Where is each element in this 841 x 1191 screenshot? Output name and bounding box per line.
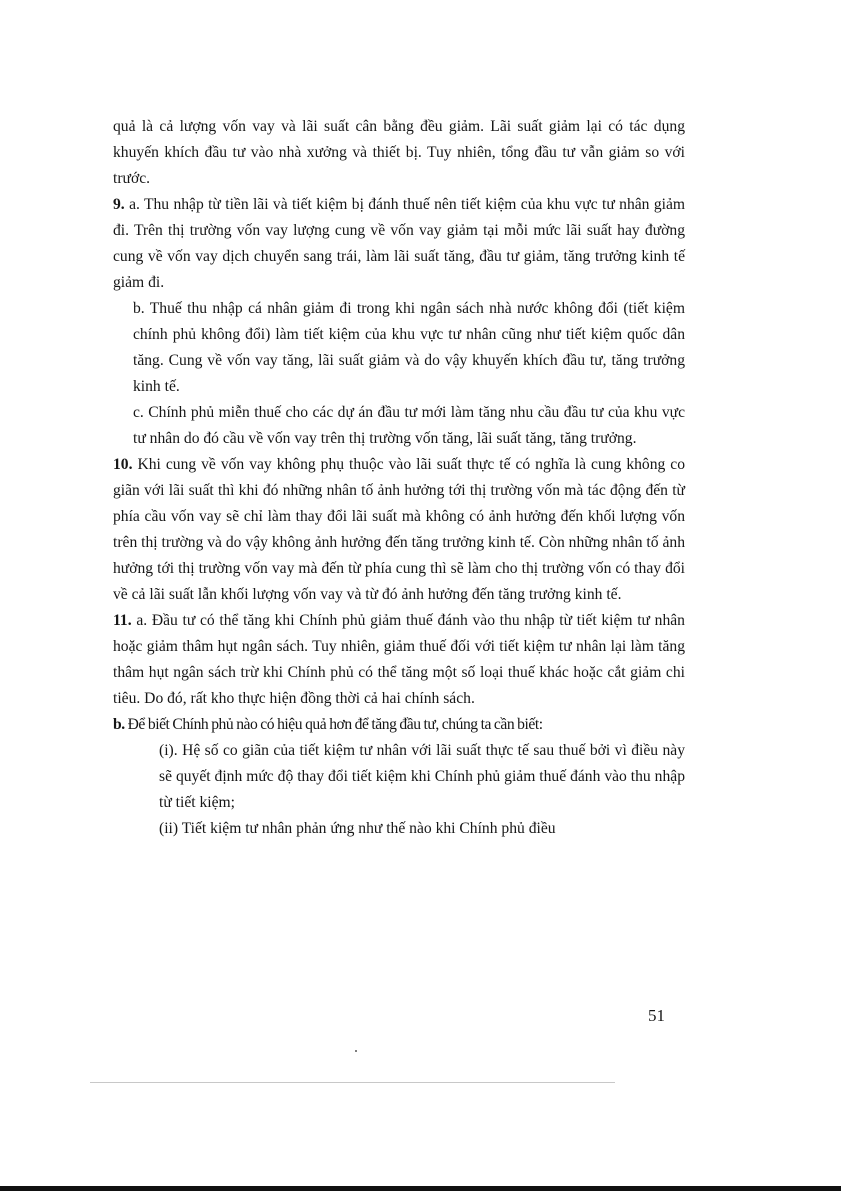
question-9c	[133, 400, 685, 452]
question-11a-label: a.	[136, 612, 148, 629]
question-11b-i	[159, 738, 685, 816]
question-11b-i-text: Hệ số co giãn của tiết kiệm tư nhân với lãi suất thực tế sau thuế bởi vì điều này sẽ quyết định mức độ thay đổi tiết kiệm khi Chính phủ giảm thuế đánh vào thu nhập từ tiết kiệm;	[159, 742, 685, 811]
question-9-number: 9.	[113, 196, 125, 213]
question-11a-text: Đầu tư có thể tăng khi Chính phủ giảm thuế đánh vào thu nhập từ tiết kiệm tư nhân hoặc giảm thâm hụt ngân sách. Tuy nhiên, giảm thuế đối với tiết kiệm tư nhân lại làm tăng thâm hụt ngân sách trừ khi Chính phủ có thể tăng một số loại thuế khác hoặc cắt giảm chi tiêu. Do đó, rất kho thực hiện đồng thời cả hai chính sách.	[113, 612, 685, 707]
question-11-number: 11.	[113, 612, 132, 629]
page-number: 51	[648, 1006, 665, 1025]
page-body	[113, 114, 685, 842]
question-11b	[113, 712, 685, 738]
question-11b-ii	[159, 816, 685, 842]
question-11b-label: b.	[113, 716, 125, 733]
question-10-number: 10.	[113, 456, 133, 473]
intro-paragraph: quả là cả lượng vốn vay và lãi suất cân bằng đều giảm. Lãi suất giảm lại có tác dụng khuyến khích đầu tư vào nhà xưởng và thiết bị. Tuy nhiên, tổng đầu tư vẫn giảm so với trước.	[113, 118, 685, 187]
question-9b-label: b.	[133, 300, 145, 317]
question-11b-ii-text: Tiết kiệm tư nhân phản ứng như thế nào khi Chính phủ điều	[181, 820, 556, 837]
question-9b-text: Thuế thu nhập cá nhân giảm đi trong khi ngân sách nhà nước không đổi (tiết kiệm chính phủ không đổi) làm tiết kiệm của khu vực tư nhân cũng như tiết kiệm quốc dân tăng. Cung về vốn vay tăng, lãi suất giảm và do vậy khuyến khích đầu tư, tăng trưởng kinh tế.	[133, 300, 685, 395]
question-10	[113, 452, 685, 608]
question-9c-label: c.	[133, 404, 144, 421]
question-9a	[113, 192, 685, 296]
question-9b	[133, 296, 685, 400]
scan-bottom-edge	[0, 1186, 841, 1191]
scan-faint-line	[90, 1082, 615, 1083]
question-9a-label: a.	[129, 196, 140, 213]
question-11b-i-label: (i).	[159, 742, 178, 759]
question-11a	[113, 608, 685, 712]
question-11b-text: Để biết Chính phủ nào có hiệu quả hơn để tăng đầu tư, chúng ta cần biết:	[127, 716, 543, 733]
question-10-text: Khi cung về vốn vay không phụ thuộc vào lãi suất thực tế có nghĩa là cung không co giãn với lãi suất thì khi đó những nhân tố ảnh hưởng tới thị trường vốn mà tác động đến từ phía cầu vốn vay sẽ chỉ làm thay đổi lãi suất mà không có ảnh hưởng đến khối lượng vốn trên thị trường và do vậy không ảnh hưởng đến tăng trưởng kinh tế. Còn những nhân tố ảnh hưởng tới thị trường vốn vay mà đến từ phía cung thì sẽ làm cho thị trường vốn có thay đổi về cả lãi suất lẫn khối lượng vốn vay và từ đó ảnh hưởng đến tăng trưởng kinh tế.	[113, 456, 685, 603]
question-11b-ii-label: (ii)	[159, 820, 179, 837]
scan-speck	[355, 1050, 357, 1052]
question-9a-text: Thu nhập từ tiền lãi và tiết kiệm bị đánh thuế nên tiết kiệm của khu vực tư nhân giảm đi. Trên thị trường vốn vay lượng cung về vốn vay giảm tại mỗi mức lãi suất hay đường cung về vốn vay dịch chuyển sang trái, làm lãi suất tăng, đầu tư giảm, tăng trưởng kinh tế giảm đi.	[113, 196, 685, 291]
question-9c-text: Chính phủ miễn thuế cho các dự án đầu tư mới làm tăng nhu cầu đầu tư của khu vực tư nhân do đó cầu về vốn vay trên thị trường vốn tăng, lãi suất tăng, tăng trưởng.	[133, 404, 685, 447]
